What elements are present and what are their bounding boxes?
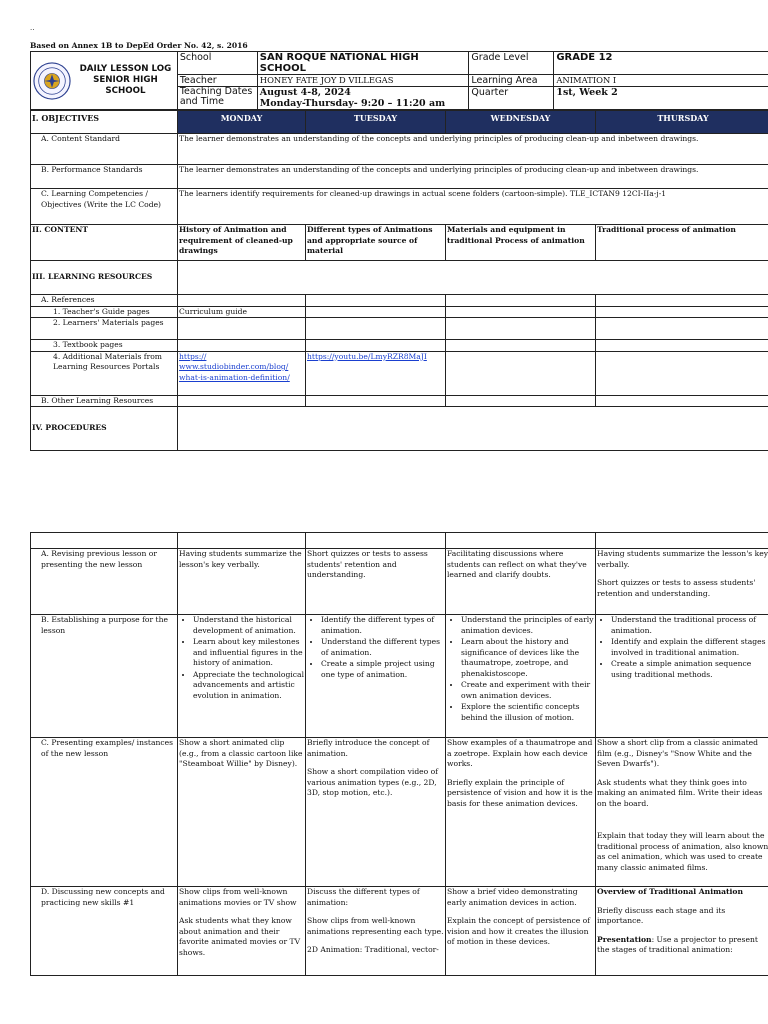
- dates-label: Teaching Dates and Time: [177, 87, 257, 110]
- proc-d-monday: Show clips from well-known animations movies or TV show Ask students what they know about animation and their favorite animated movies or TV shows.: [178, 887, 306, 976]
- competencies-label: C. Learning Competencies / Objectives (Write the LC Code): [31, 189, 178, 225]
- annex-line: Based on Annex 1B to DepEd Order No. 42, s. 2016: [30, 41, 248, 50]
- lesson-table-procedures: [30, 532, 768, 976]
- other-resources-label: B. Other Learning Resources: [31, 395, 178, 407]
- day-thursday: THURSDAY: [596, 111, 768, 134]
- dll-title-cell: [31, 52, 178, 110]
- studiobinder-link[interactable]: https:// www.studiobinder.com/blog/ what-is-animation-definition/: [179, 351, 290, 382]
- dll-subtitle-2: SCHOOL: [105, 86, 146, 96]
- additional-monday-link[interactable]: [178, 351, 306, 395]
- area-label: Learning Area: [469, 75, 554, 87]
- grade-value: GRADE 12: [554, 52, 768, 75]
- proc-a-wednesday: Facilitating discussions where students can reflect on what they've learned and clarify doubts.: [446, 549, 596, 615]
- proc-b-label: B. Establishing a purpose for the lesson: [31, 615, 178, 738]
- performance-label: B. Performance Standards: [31, 165, 178, 189]
- teacher-value: HONEY FATE JOY D VILLEGAS: [257, 75, 469, 87]
- content-thursday: Traditional process of animation: [596, 225, 768, 261]
- content-wednesday: Materials and equipment in traditional Process of animation: [446, 225, 596, 261]
- references-label: A. References: [31, 295, 178, 307]
- proc-a-tuesday: Short quizzes or tests to assess students' retention and understanding.: [306, 549, 446, 615]
- objectives-heading: I. OBJECTIVES: [31, 111, 178, 134]
- grade-label: Grade Level: [469, 52, 554, 75]
- dll-subtitle-1: SENIOR HIGH: [93, 75, 158, 85]
- tg-monday: Curriculum guide: [178, 306, 306, 318]
- school-value: SAN ROQUE NATIONAL HIGH SCHOOL: [257, 52, 469, 75]
- additional-label: 4. Additional Materials from Learning Resources Portals: [31, 351, 178, 395]
- proc-a-monday: Having students summarize the lesson's key verbally.: [178, 549, 306, 615]
- content-monday: History of Animation and requirement of cleaned-up drawings: [178, 225, 306, 261]
- header-block: [30, 51, 768, 110]
- content-standard: The learner demonstrates an understanding of the concepts and underlying principles of producing clean-up and inbetween drawings.: [178, 134, 768, 165]
- time-value: Monday-Thursday- 9:20 – 11:20 am: [259, 98, 446, 109]
- proc-b-tuesday: • Identify the different types of animation. • Understand the different types of animation. • Create a simple project using one type of animation.: [306, 615, 446, 738]
- proc-c-wednesday: Show examples of a thaumatrope and a zoetrope. Explain how each device works. Briefly explain the principle of persistence of vision and how it is the basis for these animation devices.: [446, 738, 596, 887]
- lm-label: 2. Learners' Materials pages: [31, 318, 178, 340]
- proc-c-tuesday: Briefly introduce the concept of animation. Show a short compilation video of various animation types (e.g., 2D, 3D, stop motion, etc.).: [306, 738, 446, 887]
- top-mark: ..: [30, 24, 35, 32]
- school-label: School: [177, 52, 257, 75]
- quarter-value: 1st, Week 2: [554, 87, 768, 110]
- lesson-table-top: [30, 110, 768, 451]
- deped-seal-icon: [33, 62, 71, 100]
- proc-d-wednesday: Show a brief video demonstrating early animation devices in action. Explain the concept of persistence of vision and how it creates the illusion of motion in these devices.: [446, 887, 596, 976]
- day-tuesday: TUESDAY: [306, 111, 446, 134]
- competencies: The learners identify requirements for cleaned-up drawings in actual scene folders (cartoon-simple). TLE_ICTAN9 12CI-IIa-j-1: [178, 189, 768, 225]
- procedures-label: IV. PROCEDURES: [31, 407, 178, 451]
- proc-d-label: D. Discussing new concepts and practicing new skills #1: [31, 887, 178, 976]
- proc-c-label: C. Presenting examples/ instances of the new lesson: [31, 738, 178, 887]
- day-monday: MONDAY: [178, 111, 306, 134]
- proc-a-label: A. Revising previous lesson or presenting the new lesson: [31, 549, 178, 615]
- quarter-label: Quarter: [469, 87, 554, 110]
- proc-c-thursday: Show a short clip from a classic animated film (e.g., Disney's "Snow White and the Seven Dwarfs"). Ask students what they think goes into making an animated film. Write their ideas on the board. Explain that today they will learn about the traditional process of animation, also known as cel animation, which was used to create many classic animated films.: [596, 738, 768, 887]
- tg-label: 1. Teacher's Guide pages: [31, 306, 178, 318]
- resources-label: III. LEARNING RESOURCES: [31, 261, 178, 295]
- content-label: II. CONTENT: [31, 225, 178, 261]
- proc-b-thursday: • Understand the traditional process of animation. • Identify and explain the different stages involved in traditional animation. • Create a simple animation sequence using traditional methods.: [596, 615, 768, 738]
- proc-b-wednesday: • Understand the principles of early animation devices. • Learn about the history and significance of devices like the thaumatrope, zoetrope, and phenakistoscope. • Create and experiment with their own animation devices. • Explore the scientific concepts behind the illusion of motion.: [446, 615, 596, 738]
- proc-c-monday: Show a short animated clip (e.g., from a classic cartoon like "Steamboat Willie" by Disney).: [178, 738, 306, 887]
- day-wednesday: WEDNESDAY: [446, 111, 596, 134]
- content-tuesday: Different types of Animations and appropriate source of material: [306, 225, 446, 261]
- area-value: ANIMATION I: [554, 75, 768, 87]
- proc-d-tuesday: Discuss the different types of animation: Show clips from well-known animations representing each type. 2D Animation: Traditional, vector-: [306, 887, 446, 976]
- teacher-label: Teacher: [177, 75, 257, 87]
- youtube-link[interactable]: https://youtu.be/LmyRZR8MaJI: [307, 351, 427, 361]
- dates-value: August 4-8, 2024: [259, 87, 351, 98]
- textbook-label: 3. Textbook pages: [31, 340, 178, 352]
- proc-d-thursday: Overview of Traditional Animation Briefly discuss each stage and its importance. Presentation: Use a projector to present the stages of traditional animation:: [596, 887, 768, 976]
- performance: The learner demonstrates an understanding of the concepts and underlying principles of producing clean-up and inbetween drawings.: [178, 165, 768, 189]
- content-standard-label: A. Content Standard: [31, 134, 178, 165]
- dll-title: DAILY LESSON LOG: [79, 64, 172, 74]
- proc-a-thursday: Having students summarize the lesson's key verbally. Short quizzes or tests to assess students' retention and understanding.: [596, 549, 768, 615]
- proc-b-monday: • Understand the historical development of animation. • Learn about key milestones and influential figures in the history of animation. • Appreciate the technological advancements and artistic evolution in animation.: [178, 615, 306, 738]
